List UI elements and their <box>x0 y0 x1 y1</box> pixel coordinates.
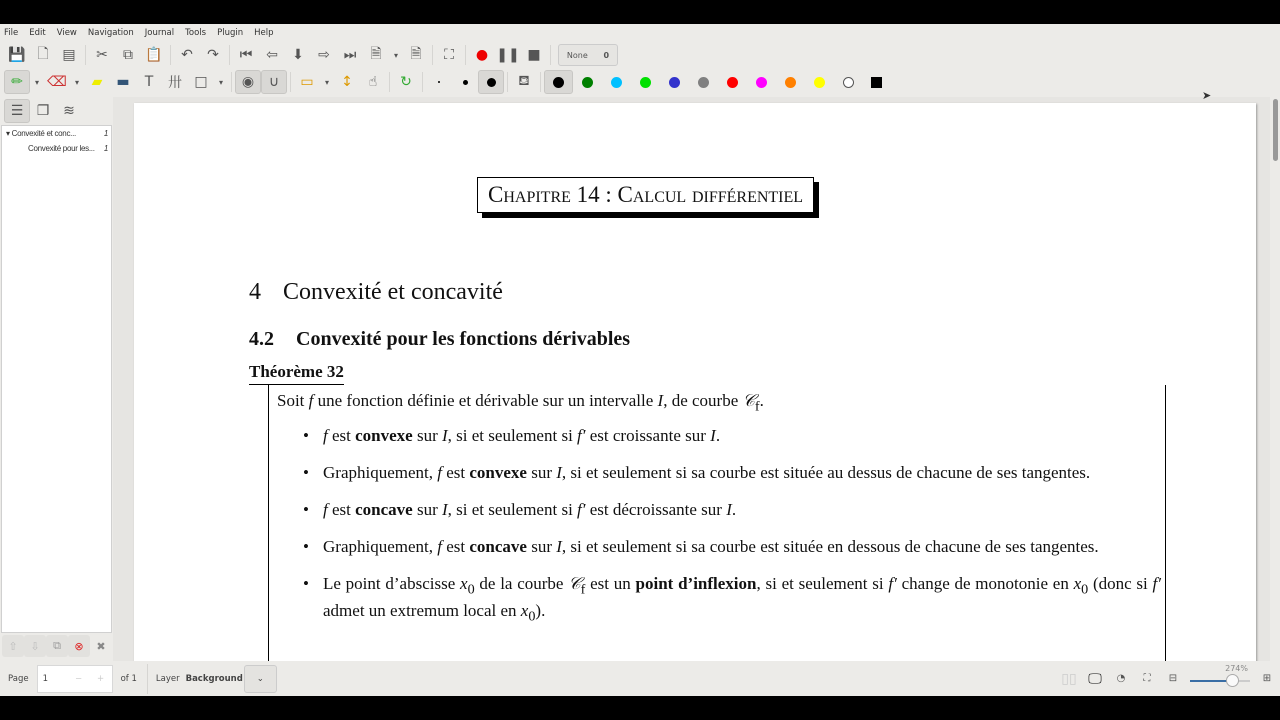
color-button[interactable] <box>660 70 689 94</box>
layer-label: Layer <box>155 673 180 684</box>
previous-page-button[interactable] <box>259 43 285 67</box>
color-button[interactable] <box>776 70 805 94</box>
go-to-page-icon: ⬇ <box>292 47 304 63</box>
scroll-thumb[interactable] <box>1273 99 1278 161</box>
menu-edit[interactable]: Edit <box>29 28 46 38</box>
first-page-button[interactable] <box>233 43 259 67</box>
dropdown-button[interactable] <box>30 70 44 94</box>
toc-tree <box>1 125 112 633</box>
custom-color-button[interactable] <box>863 70 889 94</box>
toolbar-separator <box>540 72 541 92</box>
text-run: . <box>759 391 764 410</box>
theorem-intro <box>277 391 764 415</box>
text-run: (donc si <box>1088 574 1153 593</box>
color-button[interactable] <box>747 70 776 94</box>
dropdown-icon: ▾ <box>218 77 223 87</box>
zoom-value: 274% <box>1225 663 1248 673</box>
rectangle-icon: □ <box>194 74 208 90</box>
color-button[interactable] <box>544 70 573 94</box>
shape-recognizer-icon: ◉ <box>241 74 255 90</box>
text-run: x <box>460 574 468 593</box>
copy-icon: ⧉ <box>53 639 61 652</box>
text-run: est <box>327 500 356 519</box>
menu-tools[interactable]: Tools <box>185 28 207 38</box>
thin-size-button[interactable] <box>426 70 452 94</box>
presentation-button[interactable] <box>1082 667 1108 691</box>
mouse-cursor-icon: ➤ <box>1202 89 1212 102</box>
undo-button[interactable] <box>174 43 200 67</box>
fullscreen-icon: ⛶ <box>444 47 454 63</box>
text-run: Le point d’abscisse <box>323 574 461 593</box>
two-pages-button[interactable] <box>1056 667 1082 691</box>
bullet-item <box>303 425 1161 447</box>
theorem-bullets <box>303 425 1161 643</box>
copy-button[interactable] <box>115 43 141 67</box>
new-page-icon: 🗋 <box>37 46 49 62</box>
thin-size-icon <box>438 81 440 83</box>
text-run: . <box>715 426 721 445</box>
paste-icon: 📋 <box>145 47 163 63</box>
color-button[interactable] <box>834 70 863 94</box>
chevron-down-icon: ⌄ <box>256 673 264 684</box>
dropdown-button[interactable] <box>320 70 334 94</box>
fit-page-icon: ⛶ <box>1143 673 1151 684</box>
text-run: est <box>327 426 356 445</box>
color-button[interactable] <box>631 70 660 94</box>
text-run: , si et seulement si <box>756 574 889 593</box>
toolbar-separator <box>229 45 230 65</box>
open-button[interactable] <box>56 43 82 67</box>
color-button[interactable] <box>573 70 602 94</box>
delete-page-button[interactable] <box>403 43 429 67</box>
toc-item[interactable]: Convexité pour les... 1 <box>28 144 108 153</box>
text-run: . <box>731 500 737 519</box>
status-bar <box>0 661 1280 696</box>
vertical-space-button[interactable] <box>162 70 188 94</box>
dropdown-button[interactable] <box>214 70 228 94</box>
snap-icon: ∪ <box>268 74 280 90</box>
rectangle-button[interactable] <box>188 70 214 94</box>
bullet-item <box>303 499 1161 521</box>
theorem-label: Théorème 32 <box>249 362 344 385</box>
text-run: f <box>323 500 328 519</box>
text-run: I <box>556 537 562 556</box>
dropdown-icon: ▾ <box>324 77 329 87</box>
menu-file[interactable]: File <box>4 28 19 38</box>
text-run: sur <box>412 426 442 445</box>
sidebar <box>0 97 113 661</box>
copy-icon: ⧉ <box>123 47 133 63</box>
color-swatch-icon <box>727 77 738 88</box>
toc-tab[interactable] <box>4 99 30 123</box>
text-run: 𝒞 <box>568 574 581 593</box>
cut-button[interactable] <box>89 43 115 67</box>
text-run: change de monotonie en <box>896 574 1074 593</box>
page-count: of 1 <box>120 673 137 684</box>
select-region-icon: ↕ <box>341 74 353 90</box>
toc-icon: ☰ <box>10 103 24 119</box>
text-run: 0 <box>1081 581 1089 598</box>
document-canvas[interactable] <box>113 97 1270 661</box>
save-icon: 💾 <box>8 47 26 63</box>
save-button[interactable] <box>4 43 30 67</box>
audio-level: 0 <box>603 50 610 60</box>
layer-dropdown[interactable] <box>244 665 277 693</box>
text-run: sur <box>412 500 442 519</box>
fill-icon: ⛾ <box>518 73 530 89</box>
text-run: une fonction définie et dérivable sur un intervalle <box>313 391 658 410</box>
highlighter-icon: ▰ <box>91 74 103 90</box>
text-run: , si et seulement si sa courbe est située au dessus de chacune de ses tangentes. <box>561 463 1091 482</box>
text-run: point d’inflexion <box>635 574 757 593</box>
text-run: I <box>442 426 448 445</box>
monitor-icon: 🖵 <box>1088 670 1102 687</box>
text-run: , si et seulement si <box>447 500 578 519</box>
toolbar-separator <box>422 72 423 92</box>
toolbar-separator <box>85 45 86 65</box>
menu-view[interactable]: View <box>56 28 77 38</box>
toolbar-separator <box>231 72 232 92</box>
open-icon: ▤ <box>62 47 76 63</box>
zoom-in-icon: ⊞ <box>1262 673 1272 684</box>
text-run: x <box>520 601 529 621</box>
text-run: 0 <box>528 608 536 625</box>
toolbar-separator <box>465 45 466 65</box>
medium-size-icon <box>463 80 468 85</box>
dropdown-icon: ▾ <box>393 50 398 60</box>
move-up-button[interactable] <box>2 635 24 657</box>
pen-icon: ✏ <box>11 74 23 90</box>
text-run: f <box>580 581 586 598</box>
text-run: est <box>441 463 470 482</box>
text-run: f <box>754 398 760 415</box>
text-run: f′ <box>577 500 586 519</box>
first-page-icon: ⏮ <box>239 47 253 63</box>
highlighter-button[interactable] <box>84 70 110 94</box>
color-swatch-icon <box>756 77 767 88</box>
menu-journal[interactable]: Journal <box>144 28 175 38</box>
color-swatch-icon <box>553 77 564 88</box>
page-spinner[interactable] <box>37 665 113 693</box>
text-run: Graphiquement, <box>323 463 438 482</box>
text-run: de la courbe <box>474 574 569 593</box>
zoom-slider-thumb[interactable] <box>1226 674 1239 687</box>
redo-button[interactable] <box>200 43 226 67</box>
color-button[interactable] <box>718 70 747 94</box>
toolbar-separator <box>432 45 433 65</box>
text-run: 𝒞 <box>742 391 755 410</box>
text-run: f′ <box>577 426 586 445</box>
text-run: Graphiquement, <box>323 537 438 556</box>
text-run: I <box>556 463 562 482</box>
record-button[interactable] <box>469 43 495 67</box>
bullet-item <box>303 462 1161 484</box>
section-heading: 4 Convexité et concavité <box>249 279 503 305</box>
eraser-icon: ⌫ <box>47 74 67 90</box>
dropdown-icon: ▾ <box>34 77 39 87</box>
xournal-window <box>0 24 1280 696</box>
select-rect-button[interactable] <box>294 70 320 94</box>
text-run: I <box>710 426 716 445</box>
last-page-button[interactable] <box>337 43 363 67</box>
layers-icon: ≋ <box>63 103 75 119</box>
select-rect-icon: ▭ <box>300 74 314 90</box>
previous-page-icon: ⇦ <box>266 47 278 63</box>
layers-tab[interactable] <box>56 99 82 123</box>
arrow-up-icon: ⇧ <box>8 639 18 653</box>
snap-button[interactable] <box>261 70 287 94</box>
text-run: , si et seulement si <box>447 426 578 445</box>
refresh-icon: ↻ <box>400 74 412 90</box>
tools-toolbar <box>0 69 889 95</box>
next-page-icon: ⇨ <box>318 47 330 63</box>
insert-page-icon: 🗎 <box>370 46 382 62</box>
increment-button[interactable]: + <box>97 673 105 684</box>
text-run: ). <box>535 601 546 621</box>
text-icon: T <box>144 74 154 90</box>
shape-recognizer-button[interactable] <box>235 70 261 94</box>
redo-icon: ↷ <box>207 47 219 63</box>
toolbar-separator <box>507 72 508 92</box>
menu-bar <box>0 24 285 42</box>
color-swatch-icon <box>814 77 825 88</box>
text-run: est décroissante sur <box>585 500 727 519</box>
fullscreen-button[interactable] <box>436 43 462 67</box>
zoom-out-icon: ⊟ <box>1168 673 1178 684</box>
text-run: f <box>308 391 314 410</box>
layer-value: Background <box>185 673 243 684</box>
next-page-button[interactable] <box>311 43 337 67</box>
delete-page-button[interactable] <box>68 635 90 657</box>
color-swatch-icon <box>785 77 796 88</box>
image-button[interactable] <box>110 70 136 94</box>
cut-icon: ✂ <box>96 47 108 63</box>
medium-size-button[interactable] <box>452 70 478 94</box>
bullet-item <box>303 573 1161 628</box>
last-page-icon: ⏭ <box>343 47 357 63</box>
subsection-heading: 4.2 Convexité pour les fonctions dérivables <box>249 328 631 350</box>
delete-icon: ⊗ <box>74 639 84 653</box>
color-swatch-icon <box>669 77 680 88</box>
text-run: f <box>437 463 442 482</box>
dropdown-button[interactable] <box>389 43 403 67</box>
dropdown-button[interactable] <box>70 70 84 94</box>
thick-size-button[interactable] <box>478 70 504 94</box>
stop-button[interactable] <box>521 43 547 67</box>
expander-icon[interactable]: ▾ <box>6 129 10 138</box>
zoom-fit-icon: ◔ <box>1116 673 1126 684</box>
page-label: Page <box>8 673 29 684</box>
pen-button[interactable] <box>4 70 30 94</box>
toolbar-separator <box>389 72 390 92</box>
thick-size-icon <box>487 78 496 87</box>
color-swatch-icon <box>640 77 651 88</box>
undo-icon: ↶ <box>181 47 193 63</box>
decrement-button[interactable]: − <box>75 673 83 684</box>
vertical-space-icon: 卅 <box>168 75 182 91</box>
text-run: f <box>323 426 328 445</box>
vertical-scrollbar[interactable] <box>1270 97 1280 661</box>
close-sidebar-button[interactable] <box>90 635 112 657</box>
text-run: admet un extremum local en <box>323 601 521 621</box>
text-run: 0 <box>467 581 475 598</box>
zoom-fit-button[interactable] <box>1108 667 1134 691</box>
text-run: convexe <box>355 426 413 445</box>
page-input[interactable]: 1 <box>42 673 48 684</box>
main-toolbar <box>0 42 622 68</box>
audio-device: None <box>566 50 588 60</box>
hand-icon: ☝ <box>368 74 378 90</box>
record-icon: ● <box>475 47 489 63</box>
text-run: , de courbe <box>663 391 743 410</box>
text-run: concave <box>469 537 527 556</box>
delete-page-icon: 🗎 <box>410 46 422 62</box>
zoom-slider[interactable] <box>1186 664 1254 694</box>
toolbar-separator <box>290 72 291 92</box>
new-page-button[interactable] <box>30 43 56 67</box>
color-button[interactable] <box>602 70 631 94</box>
text-run: Soit <box>277 391 309 410</box>
color-button[interactable] <box>689 70 718 94</box>
chapter-title: Chapitre 14 : Calcul différentiel <box>477 177 814 213</box>
pause-icon: ❚❚ <box>496 47 520 63</box>
go-to-page-button[interactable] <box>285 43 311 67</box>
zoom-page-button[interactable] <box>1134 667 1160 691</box>
page-preview-tab[interactable] <box>30 99 56 123</box>
hand-button[interactable] <box>360 70 386 94</box>
text-run: x <box>1073 574 1082 593</box>
paste-button[interactable] <box>141 43 167 67</box>
toc-item[interactable]: ▾ Convexité et conc... 1 <box>6 129 108 138</box>
page[interactable] <box>134 103 1256 661</box>
toolbar-separator <box>170 45 171 65</box>
eraser-button[interactable] <box>44 70 70 94</box>
text-button[interactable] <box>136 70 162 94</box>
text-run: f <box>437 537 442 556</box>
insert-page-button[interactable] <box>363 43 389 67</box>
audio-device-select[interactable] <box>558 44 618 66</box>
color-swatch-icon <box>843 77 854 88</box>
refresh-button[interactable] <box>393 70 419 94</box>
arrow-down-icon: ⇩ <box>30 639 40 653</box>
color-swatch-icon <box>582 77 593 88</box>
text-run: concave <box>355 500 413 519</box>
theorem-box <box>268 385 1166 661</box>
pause-button[interactable] <box>495 43 521 67</box>
zoom-out-button[interactable] <box>1160 667 1186 691</box>
pages-icon: ❐ <box>36 103 50 119</box>
menu-navigation[interactable]: Navigation <box>87 28 134 38</box>
close-icon: ✖ <box>96 639 106 653</box>
text-run: f′ <box>888 574 897 593</box>
book-icon: ▯▯ <box>1061 670 1077 687</box>
text-run: convexe <box>469 463 527 482</box>
zoom-in-button[interactable] <box>1254 667 1280 691</box>
color-swatch-icon <box>611 77 622 88</box>
text-run: est un <box>585 574 636 593</box>
text-run: sur <box>526 463 557 482</box>
text-run: est croissante sur <box>585 426 711 445</box>
select-region-button[interactable] <box>334 70 360 94</box>
move-down-button[interactable] <box>24 635 46 657</box>
text-run: I <box>442 500 448 519</box>
text-run: , si et seulement si sa courbe est située en dessous de chacune de ses tangentes. <box>561 537 1099 556</box>
text-run: est <box>441 537 470 556</box>
stop-icon: ■ <box>527 47 541 63</box>
text-run: sur <box>526 537 557 556</box>
text-run: f′ <box>1152 574 1161 593</box>
color-button[interactable] <box>805 70 834 94</box>
text-run: I <box>657 391 664 410</box>
color-swatch-icon <box>698 77 709 88</box>
color-square-icon <box>871 77 882 88</box>
copy-page-button[interactable] <box>46 635 68 657</box>
image-icon: ▬ <box>116 74 130 90</box>
menu-help[interactable]: Help <box>254 28 274 38</box>
fill-button[interactable] <box>511 70 537 94</box>
menu-plugin[interactable]: Plugin <box>217 28 244 38</box>
dropdown-icon: ▾ <box>74 77 79 87</box>
bullet-item <box>303 536 1161 558</box>
text-run: I <box>726 500 732 519</box>
